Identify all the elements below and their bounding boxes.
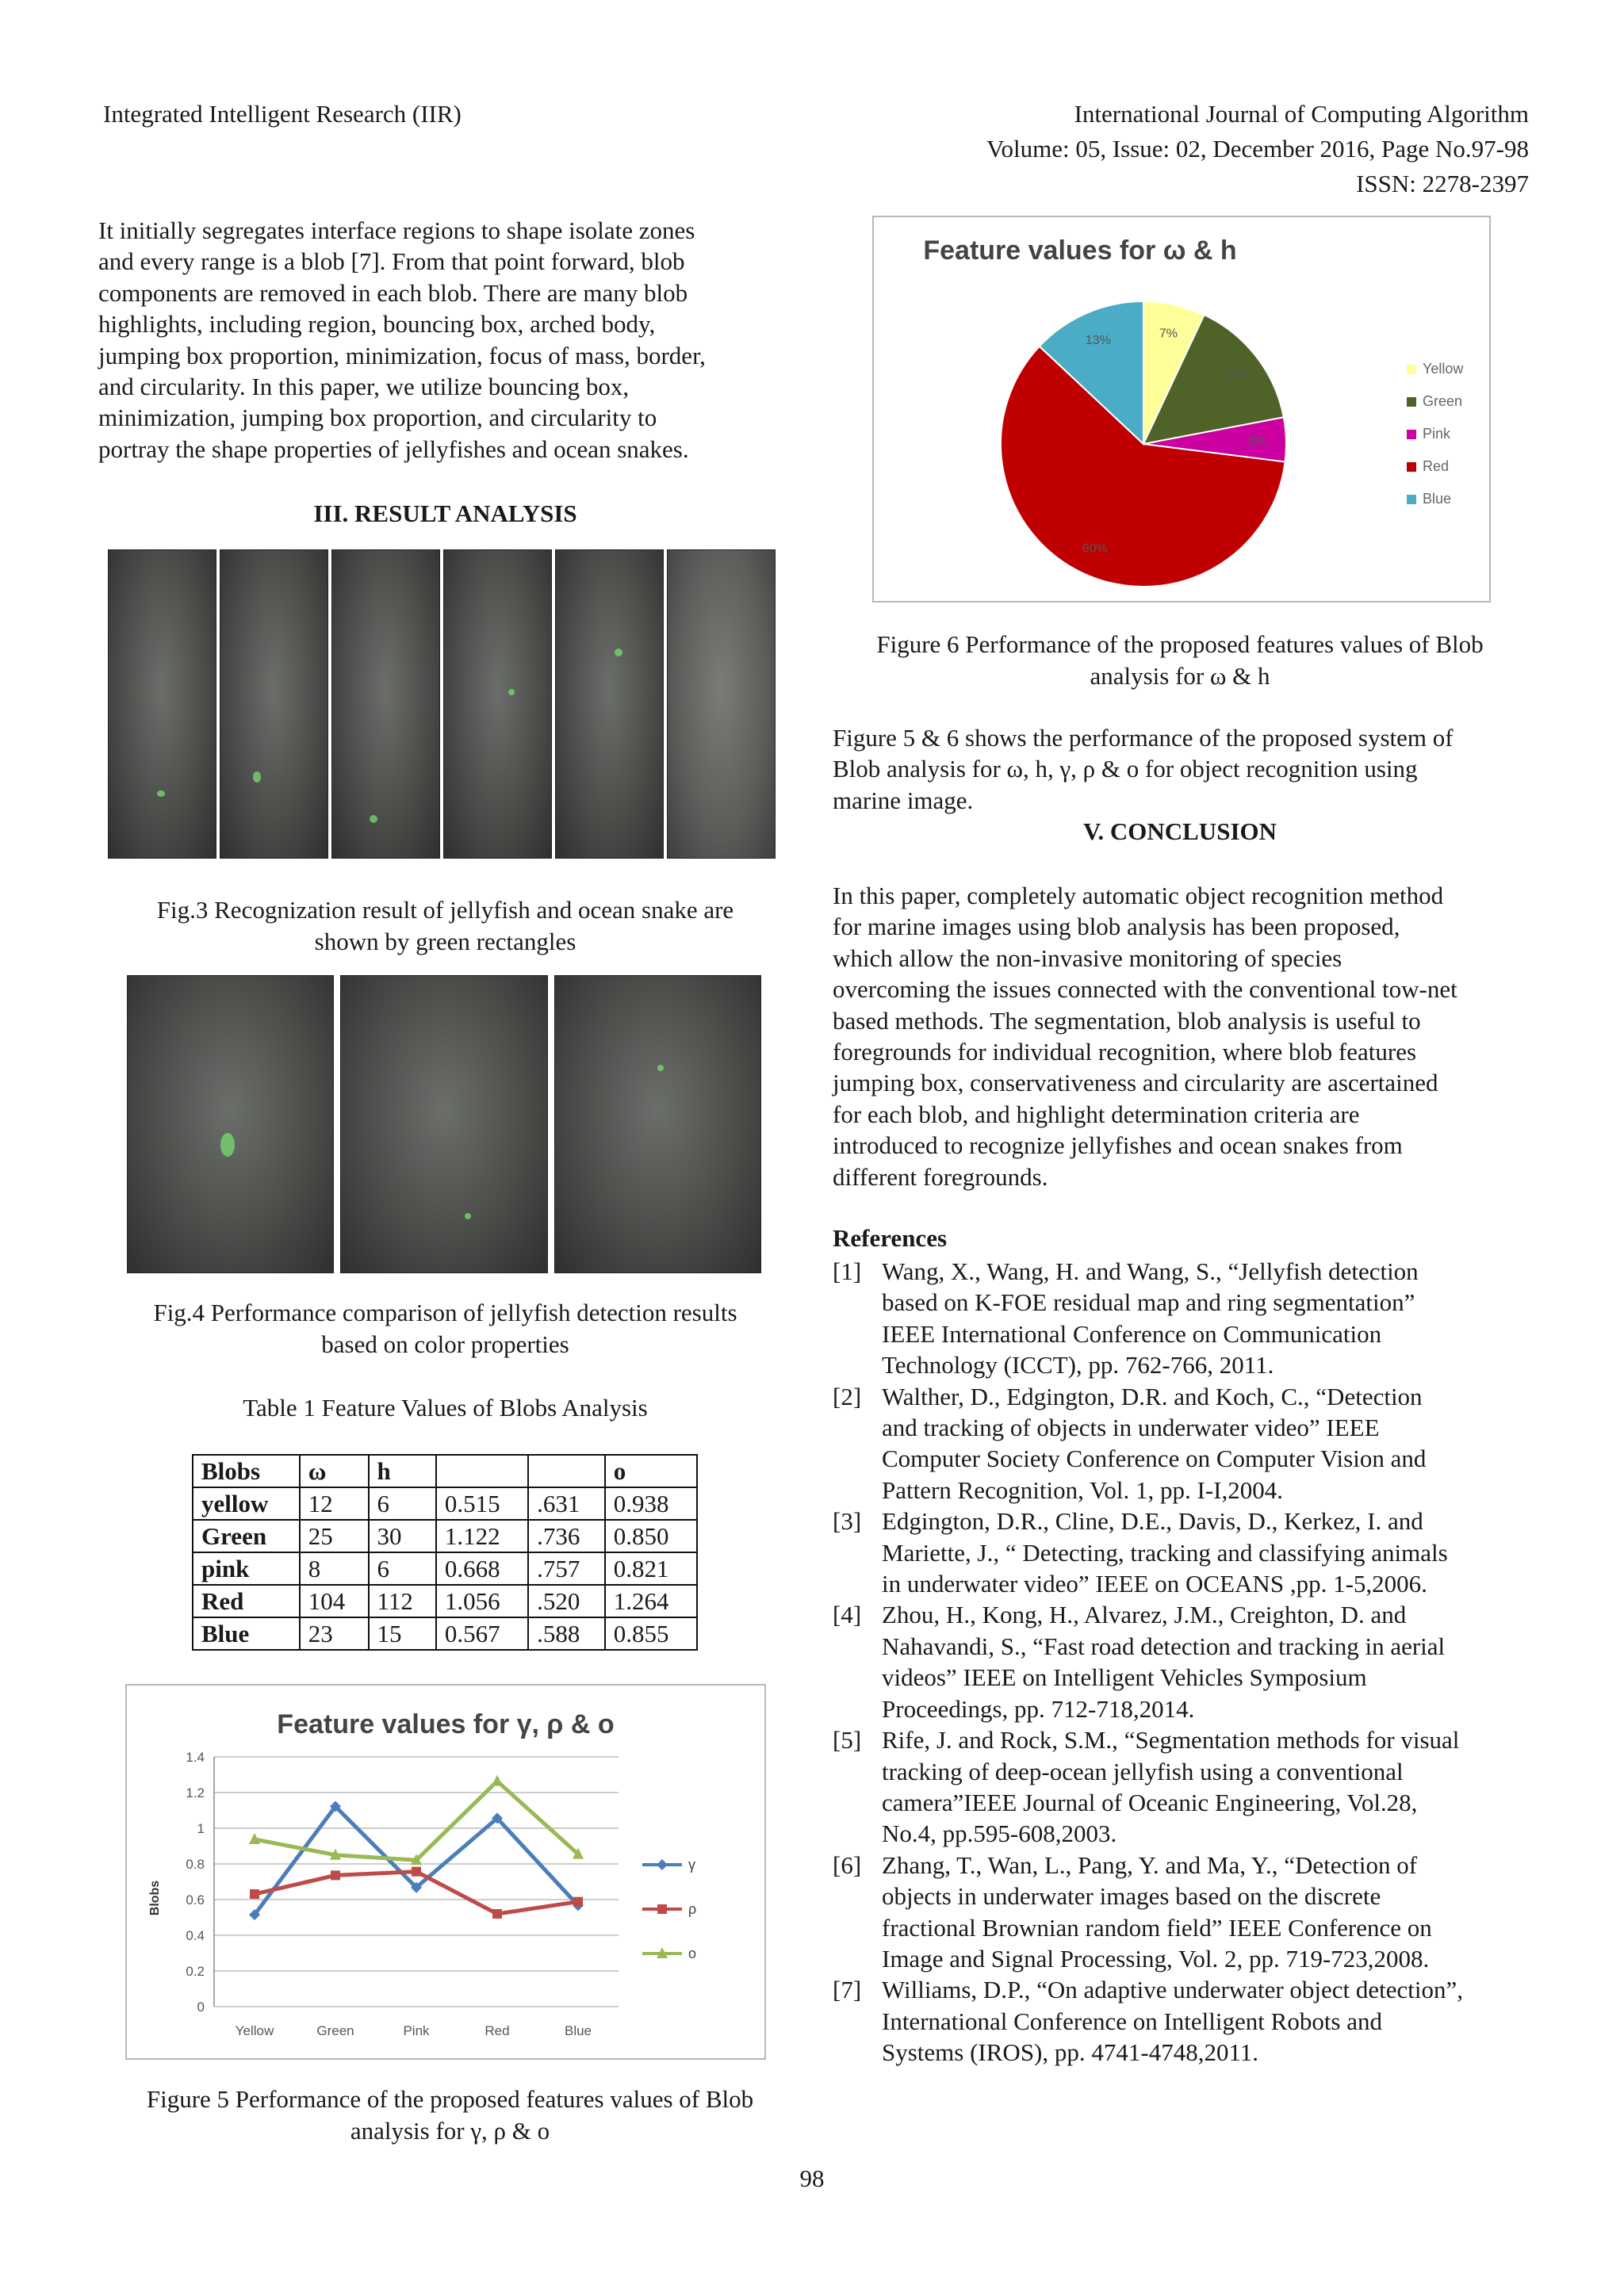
table-cell: .631 [528, 1487, 605, 1520]
x-tick-label: Blue [564, 2023, 592, 2038]
legend-label: Yellow [1423, 361, 1464, 377]
table-cell: 6 [369, 1552, 436, 1585]
data-point-diamond [657, 1859, 668, 1870]
fig3-panel [220, 549, 328, 859]
y-tick-label: 0 [197, 1999, 205, 2015]
legend-label: Pink [1423, 426, 1451, 442]
fig3-panel [331, 549, 440, 859]
legend-label: Blue [1423, 491, 1452, 507]
fig3-panel [443, 549, 552, 859]
table-cell: 30 [369, 1520, 436, 1552]
data-point-square [492, 1909, 502, 1919]
table-header-cell: h [369, 1455, 436, 1487]
journal-info [815, 97, 1529, 201]
feature-values-table [192, 1454, 698, 1651]
table-cell: .757 [528, 1552, 605, 1585]
reference-item: [3] Edgington, D.R., Cline, D.E., Davis, D., Kerkez, I. and Mariette, J., “ Detecting, tracking and classifying animals in underwater video” IEEE on OCEANS ,pp. 1-5,2006. [833, 1507, 1448, 1598]
reference-item: [2] Walther, D., Edgington, D.R. and Koch, C., “Detection and tracking of objects in underwater video” IEEE Computer Society Conference on Computer Vision and Pattern Recognition, Vol. 1, pp. I-I,2004. [833, 1382, 1427, 1504]
legend-label: o [688, 1946, 697, 1961]
table-cell: 0.938 [605, 1487, 697, 1520]
pie-chart-svg [874, 217, 1489, 601]
page-number: 98 [799, 2164, 825, 2192]
x-tick-label: Green [316, 2023, 354, 2038]
reference-item: [5] Rife, J. and Rock, S.M., “Segmentation methods for visual tracking of deep-ocean jellyfish using a conventional camera”IEEE Journal of Oceanic Engineering, Vol.28, No.4, pp.595-608,2003. [833, 1726, 1460, 1848]
table-row [193, 1520, 697, 1552]
reference-item: [4] Zhou, H., Kong, H., Alvarez, J.M., Creighton, D. and Nahavandi, S., “Fast road detection and tracking in aerial videos” IEEE on Intelligent Vehicles Symposium Proceedings, pp. 712-718,2014. [833, 1601, 1446, 1723]
data-point-triangle [492, 1775, 503, 1786]
table-cell: 1.122 [436, 1520, 528, 1552]
legend-label: Green [1423, 393, 1463, 409]
table-cell: 1.264 [605, 1585, 697, 1617]
journal-issn: ISSN: 2278-2397 [1356, 170, 1529, 197]
chart-series [249, 1775, 584, 1921]
chart-title: Feature values for ω & h [923, 235, 1237, 266]
data-point-square [412, 1867, 421, 1877]
table-row [193, 1585, 697, 1617]
table-cell: 0.821 [605, 1552, 697, 1585]
y-axis-label: Blobs [148, 1880, 162, 1916]
data-point-square [250, 1889, 259, 1899]
intro-paragraph: It initially segregates interface regions to shape isolate zones and every range is a blob [7]. From that point forward, blob components are removed in each blob. There are many blob highlights, including region, bouncing box, arched body, jumping box proportion, minimization, focus of mass, border, and circularity. In this paper, we utilize bouncing box, minimization, jumping box proportion, and circularity to portray the shape properties of jellyfishes and ocean snakes. [98, 216, 706, 463]
fig3-panel [108, 549, 216, 859]
table-cell: 23 [300, 1617, 369, 1650]
table-1-caption: Table 1 Feature Values of Blobs Analysis [243, 1394, 648, 1422]
legend-swatch [1407, 397, 1416, 407]
chart-x-ticks [236, 2023, 592, 2038]
pie-slice-label: 5% [1248, 434, 1267, 449]
x-tick-label: Red [485, 2023, 510, 2038]
table-cell: 6 [369, 1487, 436, 1520]
table-cell: 0.855 [605, 1617, 697, 1650]
table-cell: 8 [300, 1552, 369, 1585]
table-row [193, 1552, 697, 1585]
figure-5-caption: Figure 5 Performance of the proposed features values of Blob analysis for γ, ρ & o [146, 2085, 754, 2145]
x-tick-label: Pink [403, 2023, 430, 2038]
references-heading: References [833, 1224, 948, 1252]
chart-legend [1407, 361, 1464, 507]
chart-title: Feature values for γ, ρ & o [277, 1709, 615, 1739]
figure-6-chart [872, 216, 1491, 603]
data-point-square [657, 1904, 667, 1914]
reference-item: [1] Wang, X., Wang, H. and Wang, S., “Jellyfish detection based on K-FOE residual map and ring segmentation” IEEE International Conference on Communication Technology (ICCT), pp. 762-766, 2011. [833, 1257, 1419, 1380]
section-heading-result-analysis: III. RESULT ANALYSIS [313, 499, 577, 527]
table-cell: 0.515 [436, 1487, 528, 1520]
fig3-panel [667, 549, 776, 859]
pie-slice-label: 7% [1159, 327, 1178, 341]
journal-title: International Journal of Computing Algorithm [1074, 100, 1529, 128]
table-cell: pink [193, 1552, 300, 1585]
data-point-square [331, 1870, 340, 1880]
table-cell: Blue [193, 1617, 300, 1650]
table-cell: Red [193, 1585, 300, 1617]
figure-3-image [108, 549, 776, 859]
table-header-row [193, 1455, 697, 1487]
table-cell: .736 [528, 1520, 605, 1552]
figure-6-caption: Figure 6 Performance of the proposed features values of Blob analysis for ω & h [876, 630, 1484, 690]
legend-label: γ [688, 1857, 695, 1873]
y-tick-label: 1 [197, 1821, 205, 1836]
table-cell: 12 [300, 1487, 369, 1520]
figure-4-caption: Fig.4 Performance comparison of jellyfish detection results based on color properties [153, 1299, 737, 1358]
conclusion-paragraph: In this paper, completely automatic object recognition method for marine images using blob analysis has been proposed, which allow the non-invasive monitoring of species overcoming the issues connected with the conventional tow-net based methods. The segmentation, blob analysis is useful to foregrounds for individual recognition, where blob features jumping box, conservativeness and circularity are ascertained for each blob, and highlight determination criteria are introduced to recognize jellyfishes and ocean snakes from different foregrounds. [833, 882, 1457, 1191]
journal-volume: Volume: 05, Issue: 02, December 2016, Page No.97-98 [986, 135, 1529, 163]
table-row [193, 1487, 697, 1520]
legend-swatch [1407, 430, 1416, 439]
table-cell: 15 [369, 1617, 436, 1650]
table-cell: 0.850 [605, 1520, 697, 1552]
figure-3-caption: Fig.3 Recognization result of jellyfish and ocean snake are shown by green rectangles [156, 896, 734, 955]
table-cell: .520 [528, 1585, 605, 1617]
chart-y-ticks [186, 1750, 205, 2015]
y-tick-label: 0.6 [186, 1892, 205, 1908]
legend-swatch [1407, 462, 1416, 472]
table-cell: 0.567 [436, 1617, 528, 1650]
y-tick-label: 1.2 [186, 1785, 205, 1800]
legend-swatch [1407, 495, 1416, 504]
table-header-cell: ω [300, 1455, 369, 1487]
section-heading-conclusion: V. CONCLUSION [1082, 817, 1277, 845]
references-list [833, 1256, 1527, 2068]
journal-publisher: Integrated Intelligent Research (IIR) [103, 100, 462, 128]
table-cell: Green [193, 1520, 300, 1552]
pie-slice-label: 15% [1220, 368, 1247, 382]
table-header-cell [528, 1455, 605, 1487]
table-cell: .588 [528, 1617, 605, 1650]
figure-4-image [127, 975, 761, 1273]
x-tick-label: Yellow [235, 2023, 274, 2038]
reference-item: [6] Zhang, T., Wan, L., Pang, Y. and Ma, Y., “Detection of objects in underwater images based on the discrete fractional Brownian random field” IEEE Conference on Image and Signal Processing, Vol. 2, pp. 719-723,2008. [833, 1850, 1432, 1973]
fig4-panel [127, 975, 334, 1273]
pie-slice-label: 60% [1082, 541, 1108, 556]
pie-slice-label: 13% [1085, 333, 1111, 347]
result-paragraph: Figure 5 & 6 shows the performance of the proposed system of Blob analysis for ω, h, γ, ρ & o for object recognition using marine image. [833, 724, 1454, 814]
chart-legend [642, 1857, 696, 1961]
table-row [193, 1617, 697, 1650]
fig4-panel [554, 975, 761, 1273]
table-cell: 104 [300, 1585, 369, 1617]
table-cell: 0.668 [436, 1552, 528, 1585]
table-cell: 112 [369, 1585, 436, 1617]
legend-label: ρ [688, 1901, 697, 1917]
table-cell: 1.056 [436, 1585, 528, 1617]
table-header-cell: o [605, 1455, 697, 1487]
fig4-panel [340, 975, 547, 1273]
table-header-cell: Blobs [193, 1455, 300, 1487]
y-tick-label: 1.4 [186, 1750, 205, 1765]
reference-item: [7] Williams, D.P., “On adaptive underwater object detection”, International Conference on Intelligent Robots and Systems (IROS), pp. 4741-4748,2011. [833, 1976, 1464, 2067]
figure-5-chart [125, 1684, 766, 2060]
table-header-cell [436, 1455, 528, 1487]
table-cell: yellow [193, 1487, 300, 1520]
y-tick-label: 0.4 [186, 1928, 205, 1943]
table-cell: 25 [300, 1520, 369, 1552]
data-point-square [573, 1897, 583, 1907]
legend-swatch [1407, 365, 1416, 374]
pie-slices [1001, 301, 1286, 587]
legend-label: Red [1423, 458, 1450, 474]
fig3-panel [555, 549, 664, 859]
y-tick-label: 0.2 [186, 1964, 205, 1979]
line-chart-svg [127, 1686, 764, 2058]
y-tick-label: 0.8 [186, 1857, 205, 1872]
